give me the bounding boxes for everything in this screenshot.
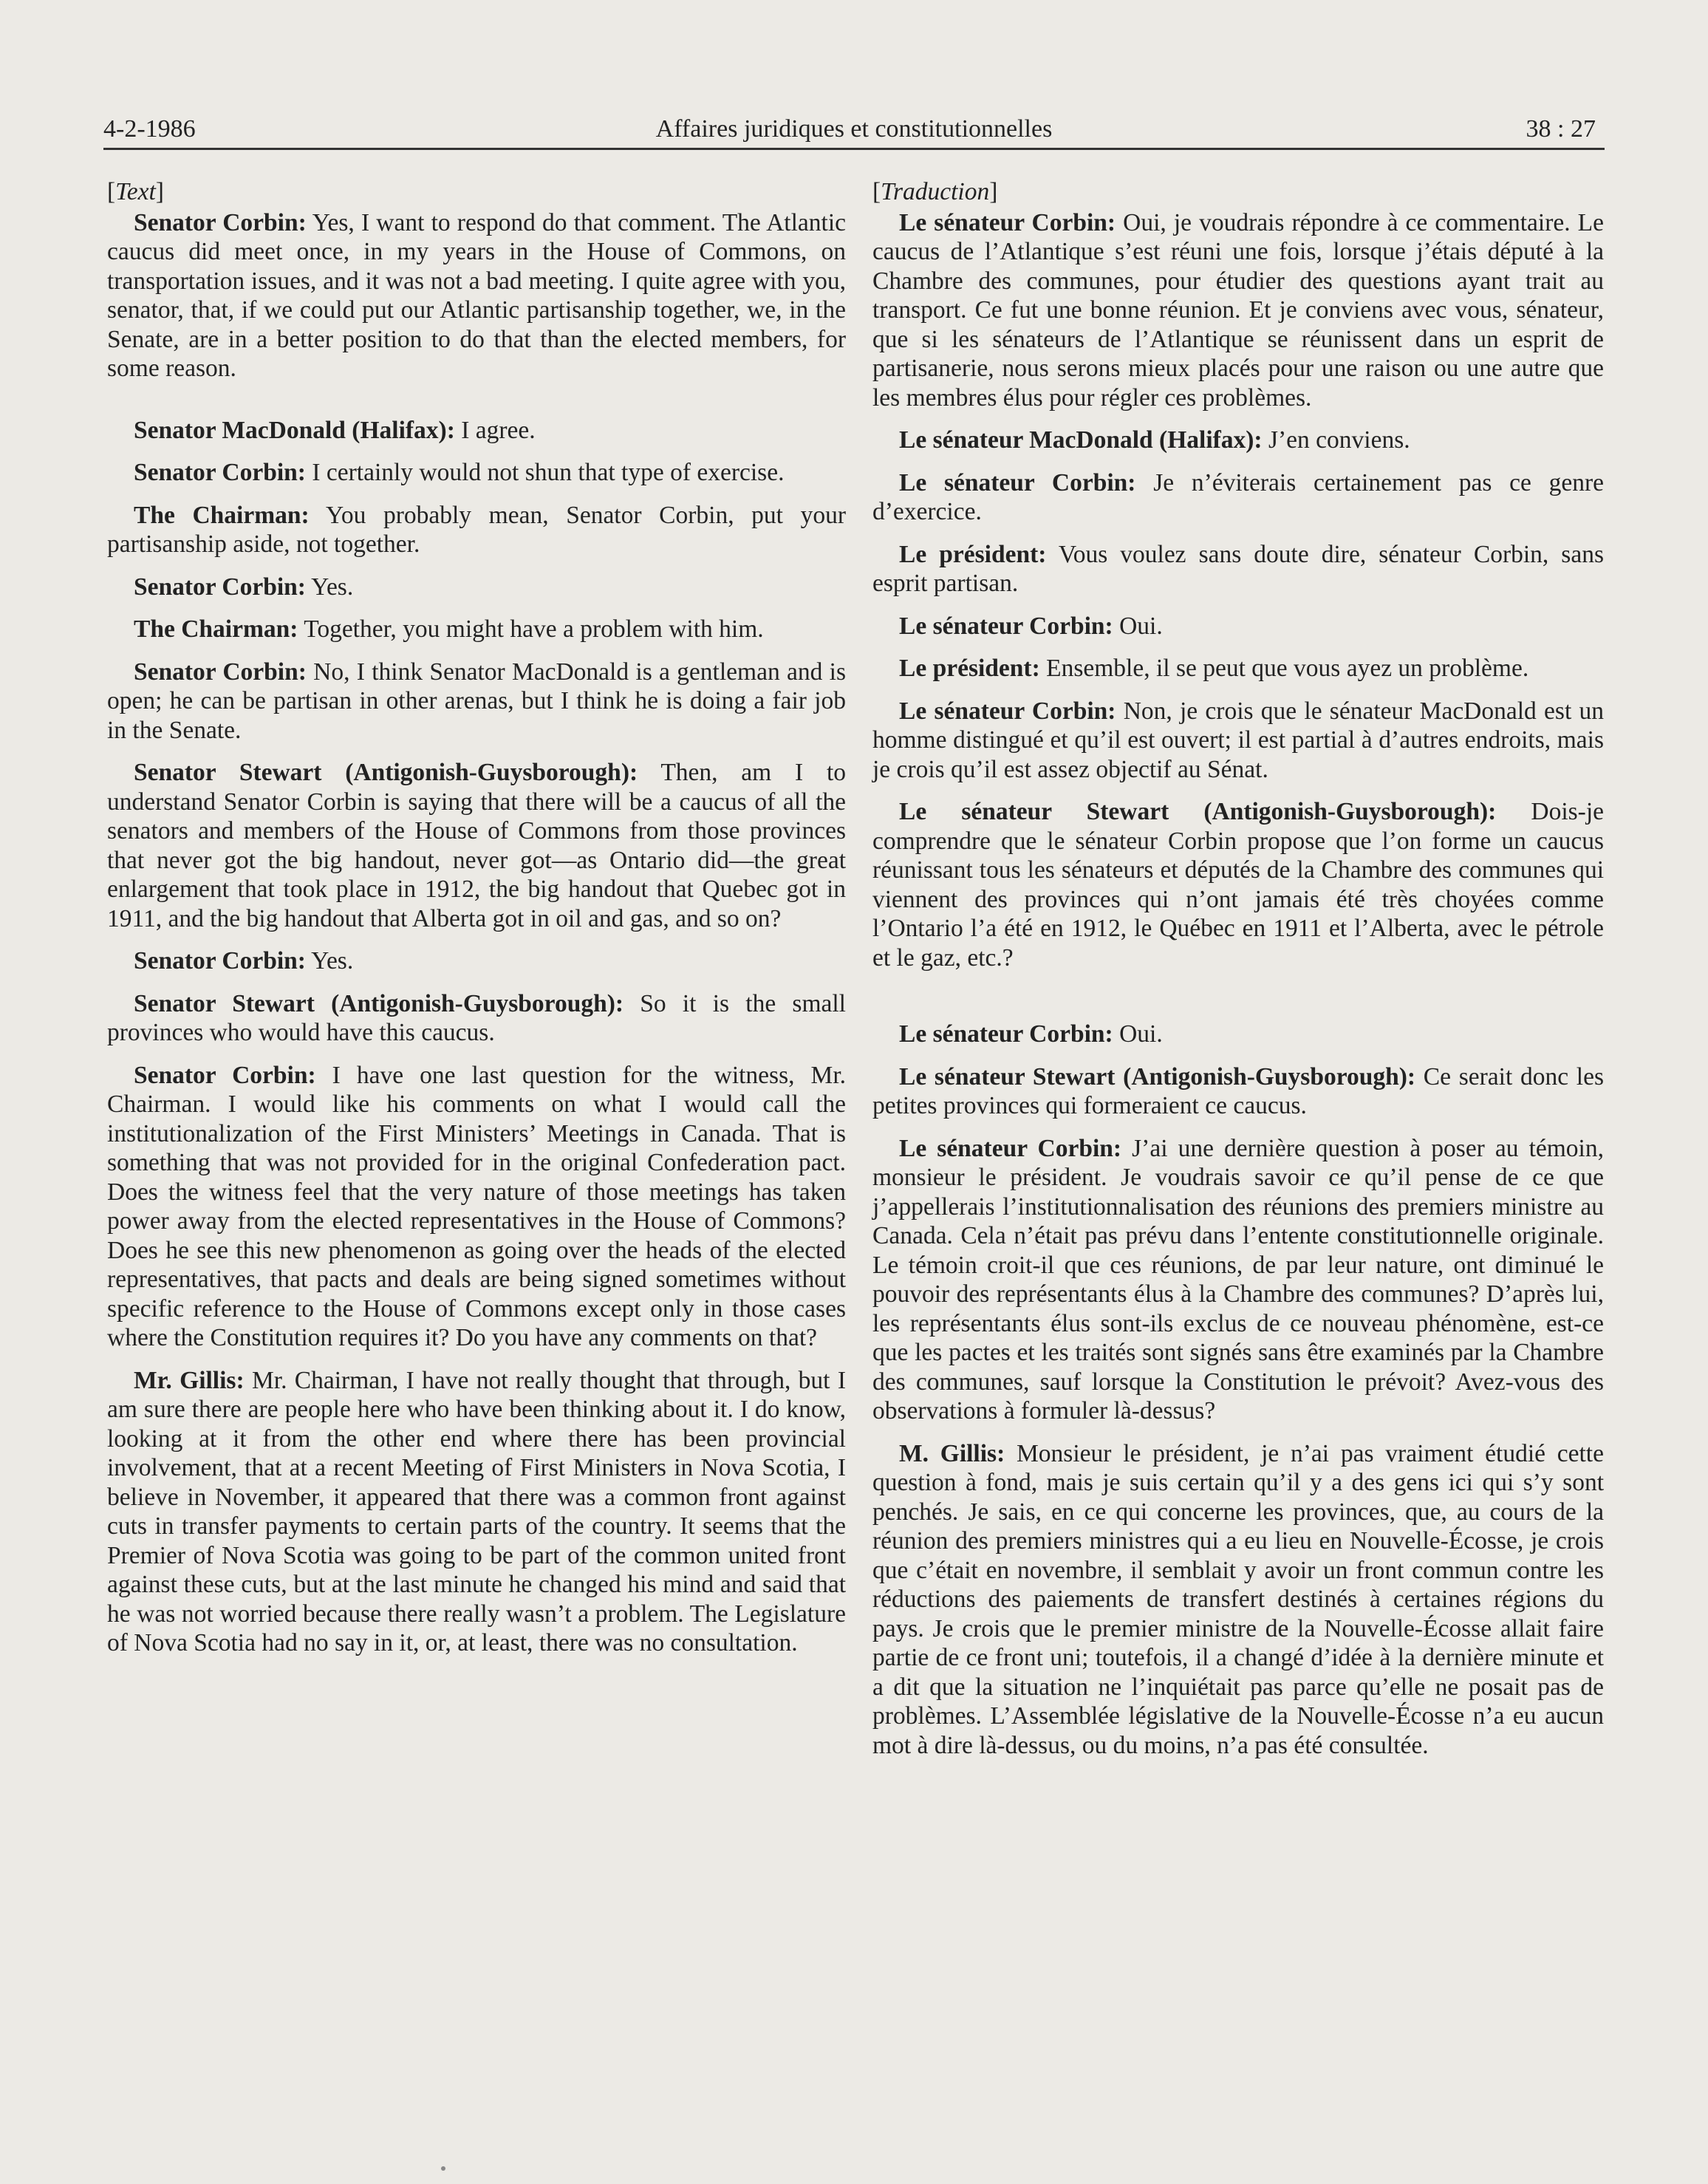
french-paragraph (872, 1062, 1604, 1121)
french-paragraph (872, 654, 1604, 683)
speech-text: Oui, je voudrais répondre à ce commentaire. Le caucus de l’Atlantique s’est réuni une fois, lorsque j’étais député à la Chambre des communes, pour étudier des questions ayant trait au transport. Ce fut une bonne réunion. Et je conviens avec vous, sénateur, que si les sénateurs de l’Atlantique se réunissent dans un esprit de partisanerie, nous serons mieux placés pour une raison ou une autre que les membres élus pour régler ces problèmes. (872, 208, 1604, 412)
english-paragraph (107, 208, 846, 383)
french-paragraph (872, 426, 1604, 455)
speaker-name: M. Gillis: (899, 1439, 1005, 1467)
running-header (103, 102, 1605, 150)
speaker-name: Senator Corbin: (134, 1061, 316, 1089)
speaker-name: Le sénateur Stewart (Antigonish-Guysborough): (899, 1062, 1416, 1091)
speech-text: Yes. (305, 947, 354, 975)
french-paragraph (872, 797, 1604, 972)
speech-text: Together, you might have a problem with him. (298, 615, 764, 643)
english-paragraph (107, 416, 846, 446)
speech-text: Je n’éviterais certainement pas ce genre d’exercice. (872, 468, 1604, 525)
speech-text: Ensemble, il se peut que vous ayez un problème. (1039, 655, 1529, 682)
scan-speck (441, 2166, 445, 2171)
speech-text: I certainly would not shun that type of exercise. (305, 459, 785, 486)
french-paragraph (872, 208, 1604, 413)
english-paragraph (107, 501, 846, 559)
speaker-name: Le sénateur Corbin: (899, 1020, 1113, 1048)
french-tag: [Traduction] (872, 178, 998, 205)
speech-text: No, I think Senator MacDonald is a gentleman and is open; he can be partisan in other arenas, but I think he is doing a fair job in the Senate. (107, 658, 846, 744)
speech-text: Oui. (1113, 612, 1163, 640)
speech-text: Non, je crois que le sénateur MacDonald est un homme distingué et qu’il est ouvert; il est partial à d’autres endroits, mais je crois qu’il est assez objectif au Sénat. (872, 697, 1604, 783)
english-paragraph (107, 458, 846, 488)
speech-text: So it is the small provinces who would have this caucus. (107, 989, 846, 1046)
english-paragraph (107, 1366, 846, 1658)
speech-text: J’ai une dernière question à poser au témoin, monsieur le président. Je voudrais savoir ce qu’il pense de ce que j’appellerais l’institutionnalisation des réunions des premiers ministre au Canada. Cela n’était pas prévu dans l’entente constitutionnelle originale. Le témoin croit-il que ces réunions, de par leur nature, ont diminué le pouvoir des représentants élus à la Chambre des communes? D’après lui, les représentants élus sont-ils exclus de ce nouveau phénomène, est-ce que les pactes et les traités sont signés sans être examinés par la Chambre des communes, sauf lorsque la Constitution le prévoit? Avez-vous des observations à formuler là-dessus? (872, 1134, 1604, 1424)
speech-text: I agree. (454, 416, 536, 444)
english-column (107, 177, 846, 1671)
speaker-name: The Chairman: (134, 615, 298, 643)
french-paragraph (872, 468, 1604, 527)
speaker-name: Le sénateur Corbin: (899, 1134, 1122, 1162)
speaker-name: Senator MacDonald (Halifax): (134, 416, 455, 444)
speech-text: Dois-je comprendre que le sénateur Corbin propose que l’on forme un caucus réunissant tous les sénateurs et députés de la Chambre des communes qui viennent des provinces qui n’ont jamais été très choyées comme l’Ontario l’a été en 1912, le Québec en 1911 et l’Alberta, avec le pétrole et le gaz, etc.? (872, 798, 1604, 972)
speech-text: I have one last question for the witness, Mr. Chairman. I would like his comments on what I would call the institutionalization of the First Ministers’ Meetings in Canada. That is something that was not provided for in the original Confederation pact. Does the witness feel that the very nature of those meetings has taken power away from the elected representatives in the House of Commons? Does he see this new phenomenon as going over the heads of the elected representatives, that pacts and deals are being signed sometimes without specific reference to the House of Commons except only in those cases where the Constitution requires it? Do you have any comments on that? (107, 1061, 846, 1351)
speaker-name: Le sénateur Corbin: (899, 697, 1116, 725)
speech-text: Ce serait donc les petites provinces qui formeraient ce caucus. (872, 1062, 1604, 1119)
header-title: Affaires juridiques et constitutionnelles (655, 115, 1053, 143)
speaker-name: Le sénateur MacDonald (Halifax): (899, 426, 1263, 454)
speaker-name: Senator Corbin: (134, 947, 306, 975)
speaker-name: Senator Corbin: (134, 658, 307, 686)
english-paragraph (107, 946, 846, 976)
speech-text: You probably mean, Senator Corbin, put your partisanship aside, not together. (107, 501, 846, 558)
english-paragraph (107, 573, 846, 602)
french-paragraph (872, 1439, 1604, 1761)
english-paragraph (107, 758, 846, 933)
english-paragraph (107, 658, 846, 745)
speaker-name: Le président: (899, 540, 1047, 568)
speaker-name: Le sénateur Corbin: (899, 612, 1113, 640)
speaker-name: Senator Stewart (Antigonish-Guysborough): (134, 759, 638, 786)
english-tag: [Text] (107, 178, 164, 205)
speech-text: J’en conviens. (1262, 426, 1410, 454)
speaker-name: Le président: (899, 655, 1040, 682)
french-paragraph (872, 1020, 1604, 1049)
header-date: 4-2-1986 (103, 115, 196, 143)
english-paragraph (107, 1061, 846, 1353)
french-paragraph (872, 1134, 1604, 1426)
english-paragraph (107, 615, 846, 644)
speaker-name: Le sénateur Corbin: (899, 468, 1136, 496)
french-paragraph (872, 612, 1604, 641)
speaker-name: Senator Stewart (Antigonish-Guysborough): (134, 989, 624, 1017)
french-paragraph (872, 540, 1604, 598)
speech-text: Yes, I want to respond do that comment. The Atlantic caucus did meet once, in my years in the House of Commons, on transportation issues, and it was not a bad meeting. I quite agree with you, senator, that, if we could put our Atlantic partisanship together, we, in the Senate, are in a better position to do that than the elected members, for some reason. (107, 208, 847, 382)
speaker-name: The Chairman: (134, 501, 310, 529)
french-paragraph (872, 697, 1604, 785)
speaker-name: Le sénateur Corbin: (899, 208, 1116, 236)
header-page-number: 38 : 27 (1526, 115, 1596, 143)
speech-text: Monsieur le président, je n’ai pas vraiment étudié cette question à fond, mais je suis certain qu’il y a des gens ici qui s’y sont penchés. Je sais, en ce qui concerne les provinces, que, au cours de la réunion des premiers ministres qui a eu lieu en Nouvelle-Écosse, je crois que c’était en novembre, il semblait y avoir un front commun contre les réductions des paiements de transfert destinés à certaines régions du pays. Je crois que le premier ministre de la Nouvelle-Écosse allait faire partie de ce front uni; toutefois, il a changé d’idée à la dernière minute et a dit que la situation ne l’inquiétait pas parce qu’elle ne posait pas de problèmes. L’Assemblée législative de la Nouvelle-Écosse n’a eu aucun mot à dire là-dessus, ou du moins, n’a pas été consultée. (872, 1439, 1604, 1759)
french-column (872, 177, 1604, 1773)
speaker-name: Senator Corbin: (134, 459, 306, 486)
speaker-name: Senator Corbin: (134, 573, 306, 601)
english-paragraph (107, 989, 846, 1048)
speech-text: Oui. (1113, 1020, 1163, 1048)
speech-text: Vous voulez sans doute dire, sénateur Corbin, sans esprit partisan. (872, 540, 1604, 597)
speaker-name: Senator Corbin: (134, 208, 307, 236)
speech-text: Then, am I to understand Senator Corbin is saying that there will be a caucus of all the senators and members of the House of Commons from those provinces that never got the big handout, never got—as Ontario did—the great enlargement that took place in 1912, the big handout that Quebec got in 1911, and the big handout that Alberta got in oil and gas, and so on? (107, 759, 846, 932)
speech-text: Mr. Chairman, I have not really thought that through, but I am sure there are people here who have been thinking about it. I do know, looking at it from the other end where there has been provincial involvement, that at a recent Meeting of First Ministers in Nova Scotia, I believe in November, it appeared that there was a common front against cuts in transfer payments to certain parts of the country. It seems that the Premier of Nova Scotia was going to be part of the common united front against these cuts, but at the last minute he changed his mind and said that he was not worried because there really wasn’t a problem. The Legislature of Nova Scotia had no say in it, or, at least, there was no consultation. (107, 1366, 846, 1656)
speaker-name: Mr. Gillis: (134, 1366, 245, 1394)
speaker-name: Le sénateur Stewart (Antigonish-Guysborough): (899, 798, 1497, 825)
speech-text: Yes. (305, 573, 354, 601)
